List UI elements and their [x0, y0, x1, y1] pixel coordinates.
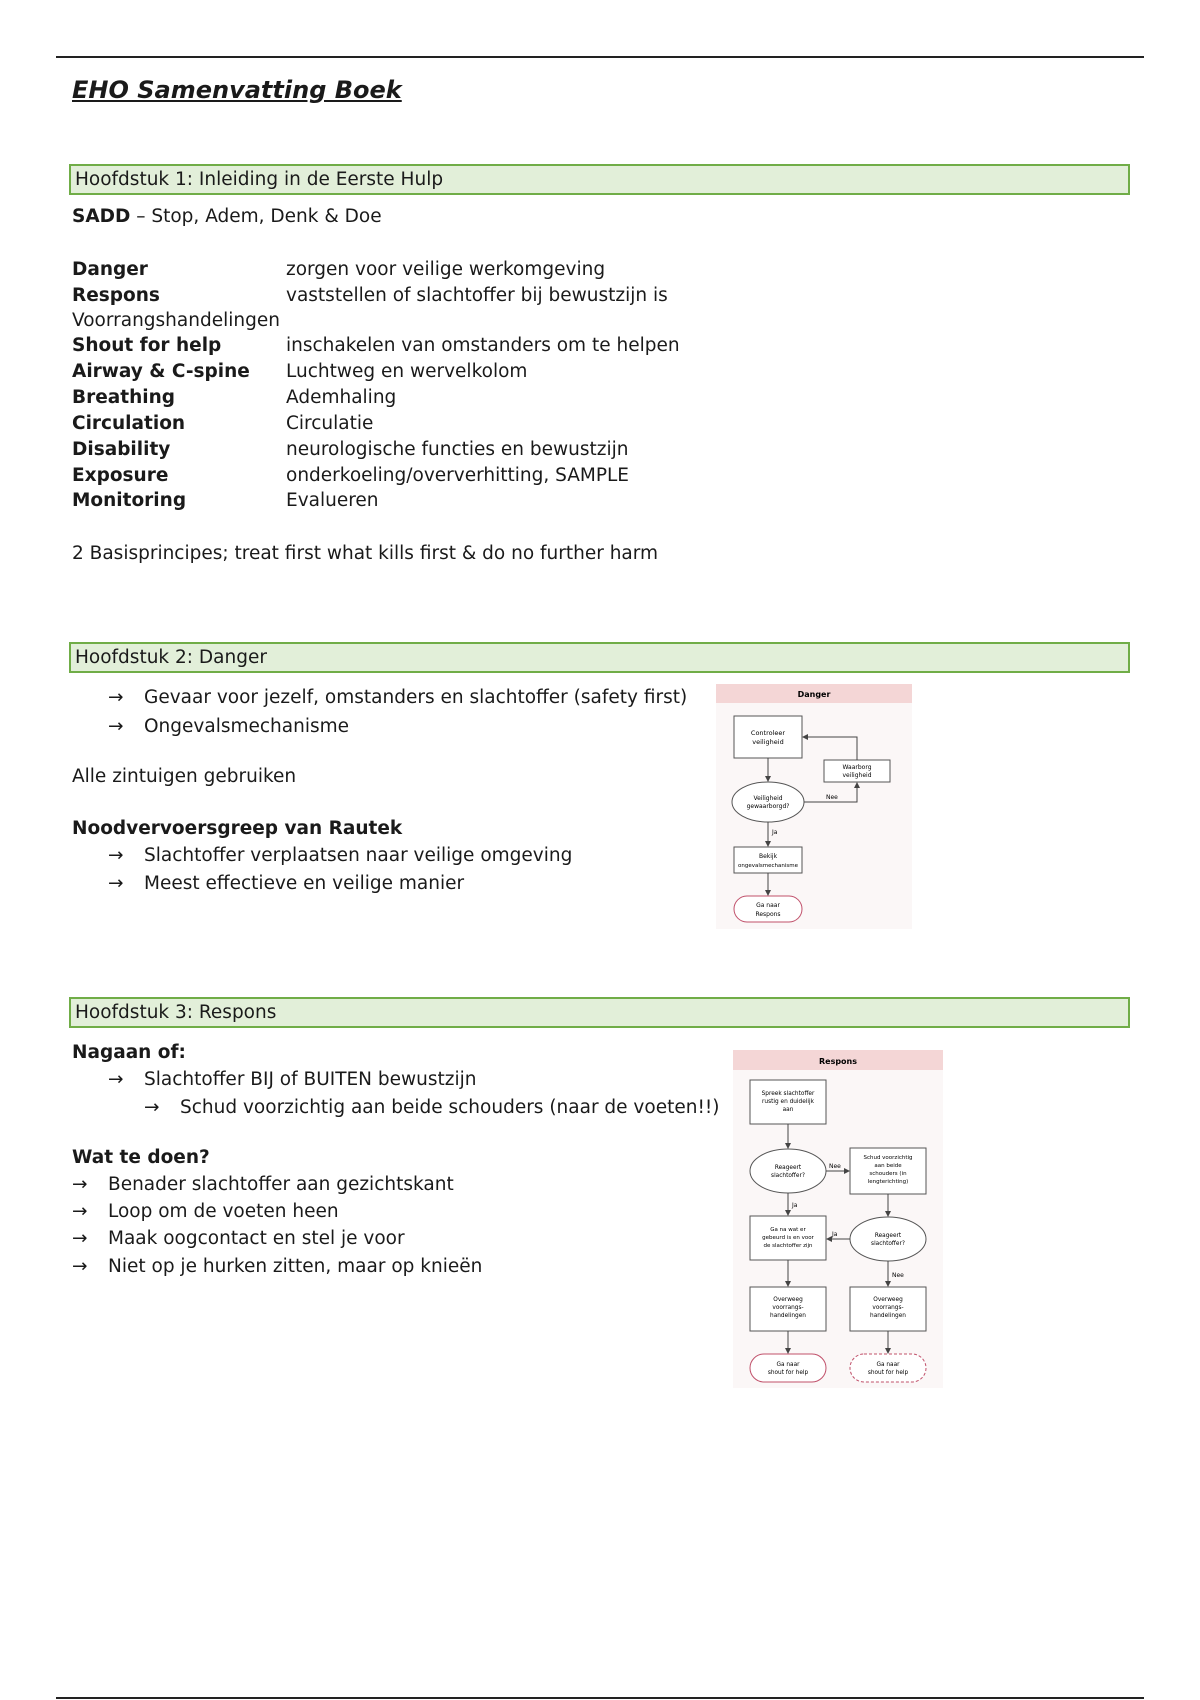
flow-terminal	[850, 1354, 926, 1382]
arrow-icon: →	[144, 1097, 160, 1118]
node-text: schouders (in	[869, 1171, 907, 1177]
node-text: veiligheid	[842, 772, 872, 779]
flow-node	[734, 847, 802, 873]
wat-heading: Wat te doen?	[72, 1147, 210, 1168]
rautek-heading: Noodvervoersgreep van Rautek	[72, 818, 403, 839]
term-label: Breathing	[72, 387, 176, 408]
bullet-text: Benader slachtoffer aan gezichtskant	[108, 1174, 454, 1195]
term-definition: onderkoeling/oververhitting, SAMPLE	[286, 465, 629, 486]
node-text: veiligheid	[752, 738, 784, 746]
node-text: gewaarborgd?	[746, 803, 790, 810]
bottom-rule	[56, 1697, 1144, 1699]
node-text: ongevalsmechanisme	[738, 863, 798, 869]
term-label: Monitoring	[72, 490, 187, 511]
list-item	[72, 1256, 482, 1277]
term-definition: inschakelen van omstanders om te helpen	[286, 335, 680, 356]
term-label: Voorrangshandelingen	[72, 310, 280, 331]
flow-decision	[732, 782, 804, 822]
flow-terminal	[734, 896, 802, 922]
node-text: Schud voorzichtig	[863, 1155, 913, 1161]
bullet-text: Ongevalsmechanisme	[144, 716, 350, 737]
node-text: Ga naar	[776, 1362, 800, 1368]
arrow-icon: →	[108, 873, 124, 894]
term-label: Danger	[72, 259, 148, 280]
node-text: aan	[782, 1107, 794, 1113]
node-text: Veiligheid	[753, 795, 783, 802]
node-text: handelingen	[770, 1313, 806, 1319]
list-item	[72, 1174, 454, 1195]
arrow-icon: →	[108, 687, 124, 708]
node-text: Ga na wat er	[770, 1227, 806, 1233]
list-item	[108, 716, 349, 737]
term-label: Shout for help	[72, 335, 222, 356]
bullet-text: Gevaar voor jezelf, omstanders en slachtoffer (safety first)	[144, 687, 688, 708]
node-text: Spreek slachtoffer	[761, 1091, 815, 1097]
node-text: Respons	[755, 911, 781, 918]
bullet-text: Loop om de voeten heen	[108, 1201, 339, 1222]
term-label: Exposure	[72, 465, 169, 486]
edge-label: Ja	[772, 829, 778, 836]
edge-label: Nee	[892, 1272, 904, 1279]
node-text: shout for help	[867, 1370, 909, 1376]
bullet-text: Schud voorzichtig aan beide schouders (naar de voeten!!)	[180, 1097, 720, 1118]
respons-flowchart-svg	[733, 1050, 943, 1388]
term-definition: Luchtweg en wervelkolom	[286, 361, 528, 382]
chapter-2-heading: Hoofdstuk 2: Danger	[69, 642, 1130, 673]
arrow-icon: →	[72, 1228, 88, 1249]
arrow-icon: →	[72, 1256, 88, 1277]
sadd-label: SADD	[72, 206, 131, 227]
term-definition: zorgen voor veilige werkomgeving	[286, 259, 606, 280]
flow-decision	[750, 1149, 826, 1193]
term-definition: Circulatie	[286, 413, 374, 434]
edge-label: Ja	[832, 1231, 838, 1238]
term-definition: neurologische functies en bewustzijn	[286, 439, 629, 460]
node-text: voorrangs-	[872, 1305, 904, 1311]
node-text: handelingen	[870, 1313, 906, 1319]
node-text: voorrangs-	[772, 1305, 804, 1311]
flow-terminal	[750, 1354, 826, 1382]
principles-text: 2 Basisprincipes; treat first what kills first & do no further harm	[72, 543, 659, 564]
list-item	[108, 873, 464, 894]
node-text: de slachtoffer zijn	[763, 1243, 813, 1249]
term-label: Airway & C-spine	[72, 361, 250, 382]
term-definition: Ademhaling	[286, 387, 397, 408]
arrow-icon: →	[72, 1201, 88, 1222]
figure-title: Danger	[797, 690, 831, 699]
list-item	[72, 1201, 339, 1222]
bullet-text: Niet op je hurken zitten, maar op knieën	[108, 1256, 483, 1277]
term-label: Disability	[72, 439, 171, 460]
node-text: shout for help	[767, 1370, 809, 1376]
node-text: rustig en duidelijk	[762, 1099, 814, 1105]
list-item	[144, 1097, 720, 1118]
list-item	[108, 1069, 477, 1090]
term-definition: Evalueren	[286, 490, 379, 511]
senses-text: Alle zintuigen gebruiken	[72, 766, 297, 787]
node-text: Bekijk	[758, 853, 778, 860]
sadd-line	[72, 206, 382, 227]
node-text: gebeurd is en voor	[762, 1235, 814, 1241]
node-text: Ga naar	[756, 902, 780, 909]
edge-label: Nee	[826, 794, 838, 801]
chapter-1-heading: Hoofdstuk 1: Inleiding in de Eerste Hulp	[69, 164, 1130, 195]
sadd-text: – Stop, Adem, Denk & Doe	[130, 206, 382, 227]
node-text: lengterichting)	[867, 1179, 909, 1185]
figure-title: Respons	[818, 1057, 858, 1066]
term-label: Respons	[72, 285, 160, 306]
respons-flowchart	[733, 1050, 943, 1388]
danger-flowchart-svg	[716, 684, 912, 929]
list-item	[72, 1228, 405, 1249]
node-text: Waarborg	[842, 764, 872, 771]
node-text: Ga naar	[876, 1362, 900, 1368]
node-text: Overweeg	[773, 1297, 803, 1303]
node-text: slachtoffer?	[871, 1241, 905, 1247]
flow-node	[734, 716, 802, 758]
nagaan-heading: Nagaan of:	[72, 1042, 186, 1063]
node-text: Overweeg	[873, 1297, 903, 1303]
flow-decision	[850, 1217, 926, 1261]
edge-label: Nee	[829, 1163, 841, 1170]
term-definition: vaststellen of slachtoffer bij bewustzijn is	[286, 285, 668, 306]
danger-flowchart	[716, 684, 912, 929]
list-item	[108, 845, 572, 866]
arrow-icon: →	[108, 845, 124, 866]
top-rule	[56, 56, 1144, 58]
node-text: slachtoffer?	[771, 1173, 805, 1179]
term-label: Circulation	[72, 413, 186, 434]
document-title: EHO Samenvatting Boek	[72, 76, 402, 104]
chapter-3-heading: Hoofdstuk 3: Respons	[69, 997, 1130, 1028]
bullet-text: Meest effectieve en veilige manier	[144, 873, 465, 894]
arrow-icon: →	[108, 716, 124, 737]
node-text: Reageert	[874, 1233, 902, 1239]
arrow-icon: →	[108, 1069, 124, 1090]
list-item	[108, 687, 687, 708]
bullet-text: Slachtoffer verplaatsen naar veilige omgeving	[144, 845, 573, 866]
bullet-text: Maak oogcontact en stel je voor	[108, 1228, 405, 1249]
node-text: Controleer	[750, 729, 786, 737]
bullet-text: Slachtoffer BIJ of BUITEN bewustzijn	[144, 1069, 477, 1090]
arrow-icon: →	[72, 1174, 88, 1195]
edge-label: Ja	[792, 1202, 798, 1209]
node-text: aan beide	[874, 1163, 902, 1169]
node-text: Reageert	[774, 1165, 802, 1171]
